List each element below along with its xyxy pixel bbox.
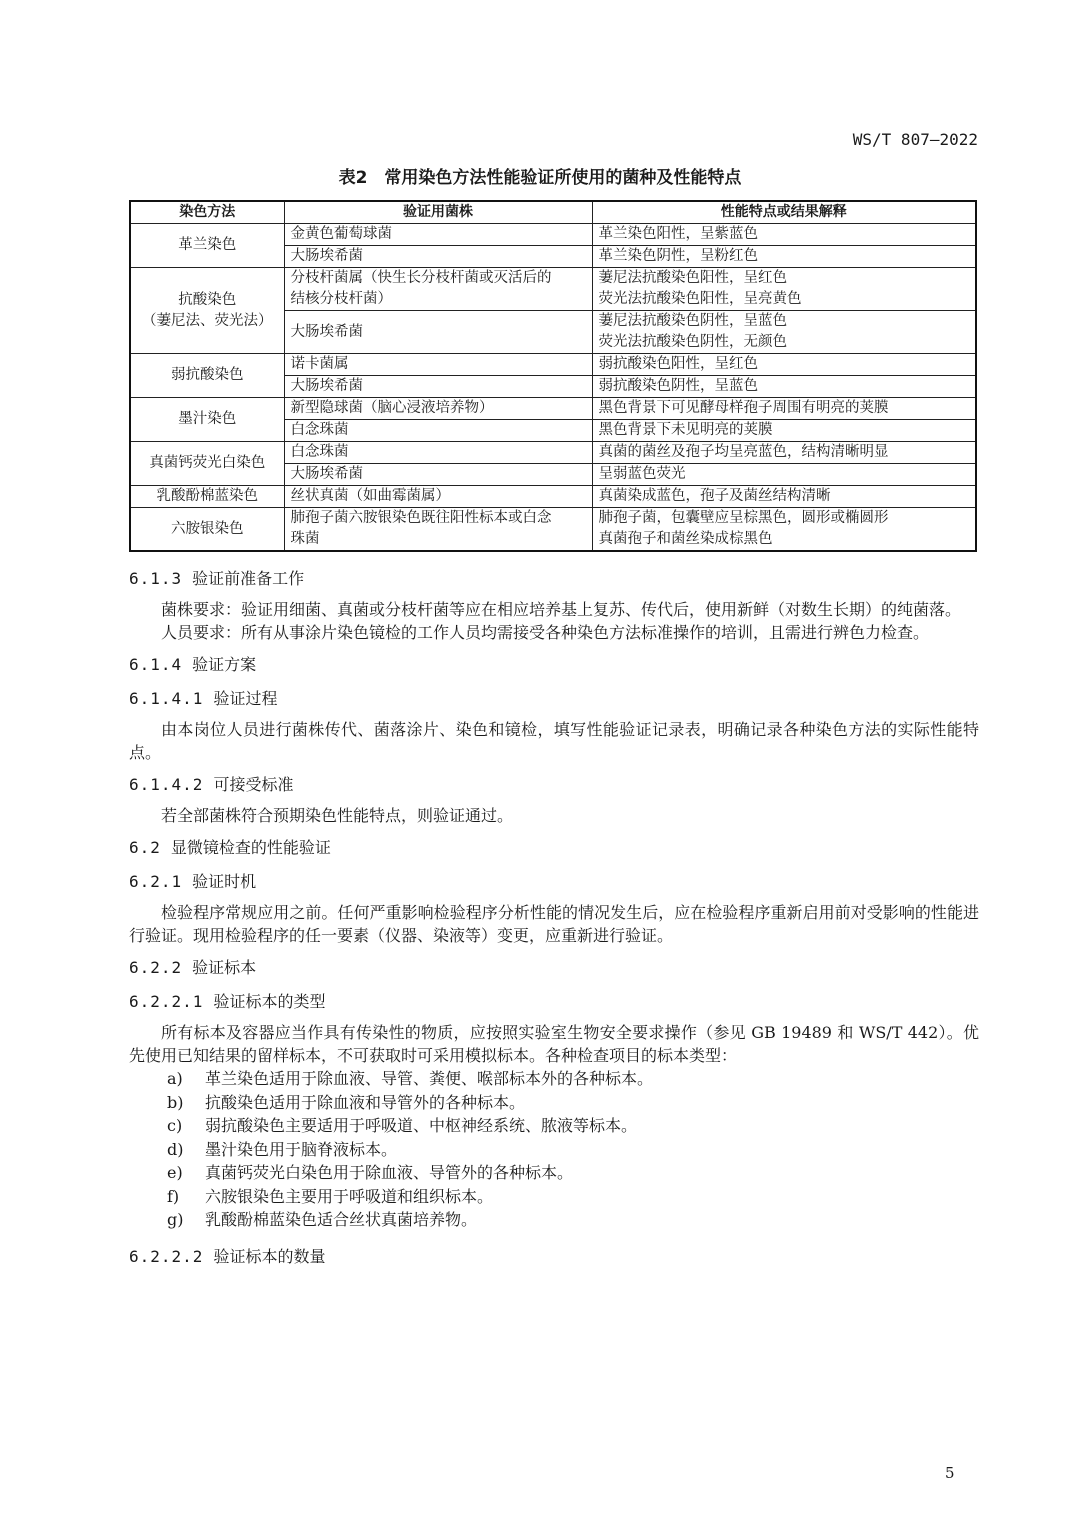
section-heading (129, 564, 979, 598)
result-line: 荧光法抗酸染色阳性，呈亮黄色 (598, 291, 802, 307)
list-marker: b) (167, 1092, 184, 1112)
result-line: 荧光法抗酸染色阴性，无颜色 (598, 334, 787, 350)
section-number: 6.1.3 (129, 569, 183, 588)
section-title: 验证过程 (213, 689, 278, 708)
header-cell: 性能特点或结果解释 (592, 201, 976, 224)
result-cell: 黑色背景下可见酵母样孢子周围有明亮的荚膜 (592, 398, 976, 420)
list-item (129, 1138, 979, 1162)
table-row (130, 354, 976, 376)
list-item (129, 1185, 979, 1209)
method-cell: 弱抗酸染色 (130, 354, 284, 398)
result-cell: 真菌的菌丝及孢子均呈亮蓝色，结构清晰明显 (592, 442, 976, 464)
method-cell: 六胺银染色 (130, 508, 284, 552)
list-item (129, 1161, 979, 1185)
strain-cell (284, 268, 592, 311)
section-title: 验证标本的类型 (213, 992, 326, 1011)
result-cell: 弱抗酸染色阴性，呈蓝色 (592, 376, 976, 398)
strain-line: 肺孢子菌六胺银染色既往阳性标本或白念 (290, 510, 552, 526)
section-title: 显微镜检查的性能验证 (170, 838, 331, 857)
list-item (129, 1067, 979, 1091)
list-text: 抗酸染色适用于除血液和导管外的各种标本。 (205, 1092, 526, 1112)
table-row (130, 224, 976, 246)
section-number: 6.1.4 (129, 655, 183, 674)
section-number: 6.2 (129, 838, 161, 857)
method-line: （萋尼法、荧光法） (142, 312, 273, 329)
table-row (130, 442, 976, 464)
list-item (129, 1114, 979, 1138)
method-cell: 乳酸酚棉蓝染色 (130, 486, 284, 508)
section-number: 6.2.2 (129, 958, 183, 977)
table-row (130, 268, 976, 311)
result-line: 萋尼法抗酸染色阴性，呈蓝色 (598, 313, 787, 329)
list-text: 六胺银染色主要用于呼吸道和组织标本。 (205, 1186, 494, 1206)
strain-cell: 新型隐球菌（脑心浸液培养物） (284, 398, 592, 420)
list-text: 墨汁染色用于脑脊液标本。 (205, 1139, 398, 1159)
strain-cell: 大肠埃希菌 (284, 246, 592, 268)
section-heading (129, 867, 979, 901)
table-row (130, 398, 976, 420)
list-text: 乳酸酚棉蓝染色适合丝状真菌培养物。 (205, 1210, 478, 1229)
result-line: 真菌孢子和菌丝染成棕黑色 (598, 531, 773, 547)
strain-cell: 诺卡菌属 (284, 354, 592, 376)
section-heading (129, 833, 979, 867)
strain-cell (284, 508, 592, 552)
list-marker: d) (167, 1139, 184, 1159)
result-cell (592, 268, 976, 311)
table-title: 表2 常用染色方法性能验证所使用的菌种及性能特点 (338, 168, 742, 188)
section-number: 6.1.4.2 (129, 775, 204, 794)
method-cell: 墨汁染色 (130, 398, 284, 442)
section-heading (129, 987, 979, 1021)
paragraph: 检验程序常规应用之前。任何严重影响检验程序分析性能的情况发生后，应在检验程序重新启用前对受影响的性能进行验证。现用检验程序的任一要素（仪器、染液等）变更，应重新进行验证。 (129, 903, 979, 945)
result-cell: 革兰染色阴性，呈粉红色 (592, 246, 976, 268)
section-heading (129, 684, 979, 718)
section-title: 验证时机 (192, 872, 257, 891)
result-cell (592, 508, 976, 552)
section-title: 验证标本的数量 (213, 1246, 326, 1266)
method-cell (130, 268, 284, 354)
section-heading (129, 770, 979, 804)
list-text: 革兰染色适用于除血液、导管、粪便、喉部标本外的各种标本。 (205, 1069, 654, 1088)
result-line: 肺孢子菌，包囊壁应呈棕黑色，圆形或椭圆形 (598, 510, 889, 526)
list-marker: f) (167, 1186, 180, 1206)
result-cell: 弱抗酸染色阳性，呈红色 (592, 354, 976, 376)
list-text: 真菌钙荧光白染色用于除血液、导管外的各种标本。 (205, 1163, 574, 1182)
section-number: 6.2.2.2 (129, 1246, 204, 1266)
strain-line: 结核分枝杆菌） (290, 291, 392, 307)
document-body (129, 564, 979, 1276)
paragraph: 若全部菌株符合预期染色性能特点，则验证通过。 (161, 806, 514, 825)
section-heading (129, 1242, 979, 1276)
page-number: 5 (945, 1464, 955, 1482)
list-item (129, 1208, 979, 1232)
strain-cell: 金黄色葡萄球菌 (284, 224, 592, 246)
paragraph: 所有标本及容器应当作具有传染性的物质，应按照实验室生物安全要求操作（参见 GB 19489 和 WS/T 442）。优先使用已知结果的留样标本，不可获取时可采用模拟标本。各种检查项目的标本类型： (129, 1023, 979, 1065)
paragraph: 由本岗位人员进行菌株传代、菌落涂片、染色和镜检，填写性能验证记录表，明确记录各种染色方法的实际性能特点。 (129, 720, 979, 762)
section-number: 6.1.4.1 (129, 689, 204, 708)
section-title: 验证前准备工作 (192, 569, 305, 588)
strain-cell: 大肠埃希菌 (284, 376, 592, 398)
section-number: 6.2.1 (129, 872, 183, 891)
section-title: 验证方案 (192, 655, 257, 674)
strain-cell: 白念珠菌 (284, 442, 592, 464)
strain-cell: 丝状真菌（如曲霉菌属） (284, 486, 592, 508)
result-cell: 呈弱蓝色荧光 (592, 464, 976, 486)
method-line: 抗酸染色 (178, 291, 237, 308)
section-title: 可接受标准 (213, 775, 294, 794)
list-text: 弱抗酸染色主要适用于呼吸道、中枢神经系统、脓液等标本。 (205, 1116, 638, 1135)
table-header-row (130, 201, 976, 224)
result-cell (592, 311, 976, 354)
paragraph: 人员要求：所有从事涂片染色镜检的工作人员均需接受各种染色方法标准操作的培训，且需进行辨色力检查。 (161, 623, 930, 642)
list-marker: c) (167, 1116, 183, 1135)
header-cell: 验证用菌株 (284, 201, 592, 224)
strain-cell: 大肠埃希菌 (284, 464, 592, 486)
result-cell: 革兰染色阳性，呈紫蓝色 (592, 224, 976, 246)
list-marker: e) (167, 1163, 183, 1182)
list-marker: g) (167, 1210, 184, 1229)
table-row (130, 486, 976, 508)
table-row (130, 508, 976, 552)
result-cell: 真菌染成蓝色，孢子及菌丝结构清晰 (592, 486, 976, 508)
strain-cell: 白念珠菌 (284, 420, 592, 442)
result-cell: 黑色背景下未见明亮的荚膜 (592, 420, 976, 442)
list-marker: a) (167, 1069, 183, 1088)
staining-table (129, 200, 977, 552)
method-cell: 革兰染色 (130, 224, 284, 268)
strain-cell: 大肠埃希菌 (284, 311, 592, 354)
paragraph: 菌株要求：验证用细菌、真菌或分枝杆菌等应在相应培养基上复苏、传代后，使用新鲜（对数生长期）的纯菌落。 (161, 600, 962, 619)
method-cell: 真菌钙荧光白染色 (130, 442, 284, 486)
list-item (129, 1091, 979, 1115)
header-cell: 染色方法 (130, 201, 284, 224)
section-title: 验证标本 (192, 958, 257, 977)
section-number: 6.2.2.1 (129, 992, 204, 1011)
strain-line: 分枝杆菌属（快生长分枝杆菌或灭活后的 (290, 270, 552, 286)
document-id: WS/T 807—2022 (852, 130, 978, 149)
result-line: 萋尼法抗酸染色阳性，呈红色 (598, 270, 787, 286)
section-heading (129, 953, 979, 987)
section-heading (129, 650, 979, 684)
strain-line: 珠菌 (290, 531, 320, 547)
